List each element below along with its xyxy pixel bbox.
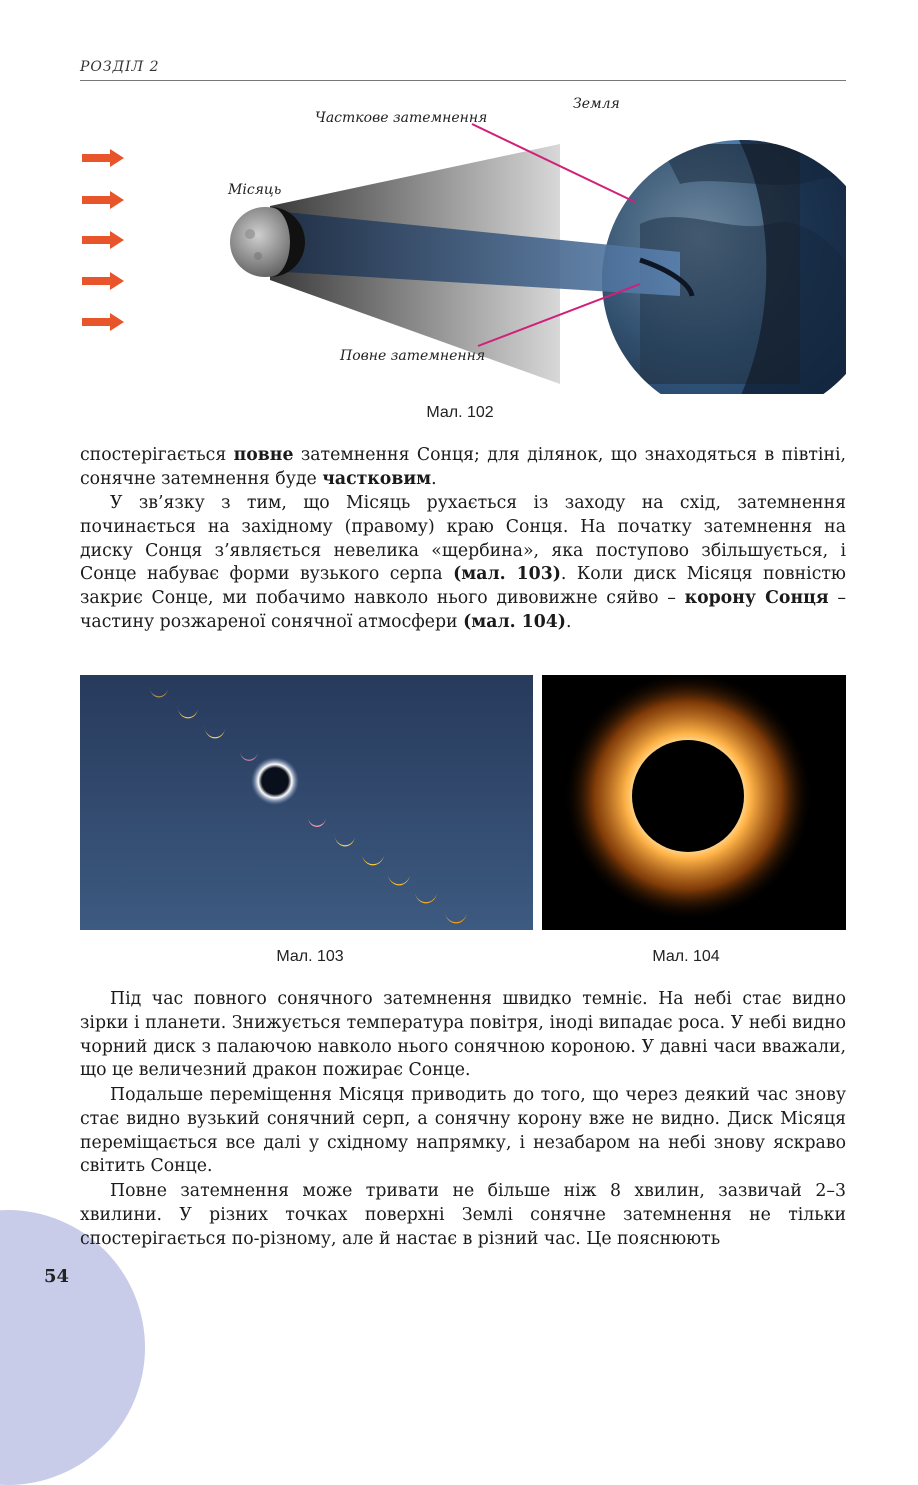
caption-104: Мал. 104 — [652, 948, 720, 965]
label-total-eclipse: Повне затемнення — [340, 348, 486, 364]
solar-corona-photo — [542, 675, 846, 930]
sunlight-arrows-icon — [82, 149, 124, 331]
label-earth: Земля — [573, 96, 620, 112]
caption-103: Мал. 103 — [276, 948, 344, 965]
label-moon: Місяць — [228, 182, 282, 198]
label-partial-eclipse: Часткове затемнення — [315, 110, 488, 126]
paragraph-4: Подальше переміщення Місяця приводить до того, що через деякий час знову стає видно вузький сонячний серп, а сонячну корону вже не видно. Диск Місяця переміщається все далі у східному напрямку, і незабаром на небі знову яскраво світить Сонце. — [80, 1085, 846, 1177]
caption-102: Мал. 102 — [426, 404, 494, 421]
eclipse-sequence-photo — [80, 675, 533, 930]
paragraph-3: Під час повного сонячного затемнення швидко темніє. На небі стає видно зірки і планети. Знижується температура повітря, іноді випадає роса. У небі видно чорний диск з палаючою навколо нього сонячною короною. У давні часи вважали, що це величезний дракон пожирає Сонце. — [80, 989, 846, 1081]
moon-sphere — [230, 207, 305, 277]
paragraph-2: У зв’язку з тим, що Місяць рухається із заходу на схід, затемнення починається на західному (правому) краю Сонця. На початку затемнення на диску Сонця з’являється невелика «щербина», яка поступово збільшується, і Сонце набуває форми вузького серпа (мал. 103). Коли диск Місяця повністю закриє Сонце, ми побачимо навколо нього дивовижне сяйво – корону Сонця – частину розжареної сонячної атмосфери (мал. 104). — [80, 493, 846, 632]
page-number: 54 — [44, 1266, 70, 1287]
paragraph-5: Повне затемнення може тривати не більше ніж 8 хвилин, зазвичай 2–3 хвилини. У різних точках поверхні Землі сонячне затемнення не тільки спостерігається по-різному, але й настає в різний час. Це пояснюють — [80, 1181, 846, 1249]
paragraph-1: спостерігається повне затемнення Сонця; для ділянок, що знаходяться в півтіні, сонячне затемнення буде частковим. — [80, 445, 846, 489]
page-header — [80, 56, 846, 81]
section-title: РОЗДІЛ 2 — [80, 59, 160, 75]
eclipse-diagram — [80, 84, 846, 394]
